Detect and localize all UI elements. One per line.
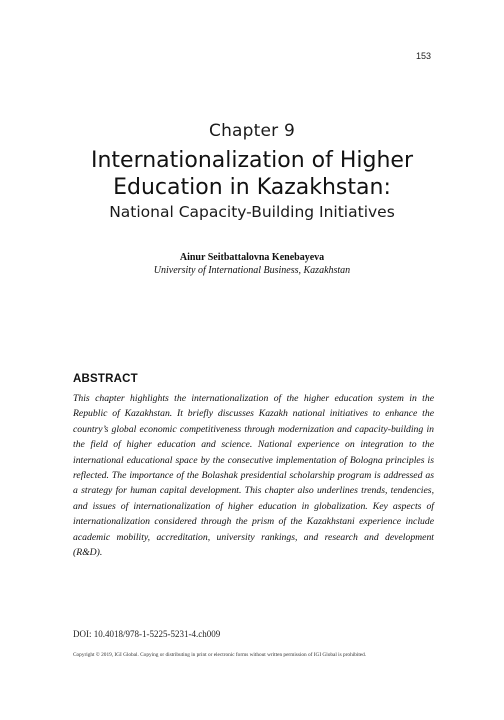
page-number: 153 [415,51,431,61]
author-block [0,251,504,277]
author-affiliation: University of International Business, Kazakhstan [153,265,351,276]
chapter-subtitle: National Capacity-Building Initiatives [109,203,395,221]
chapter-title: Internationalization of Higher Education in Kazakhstan: [90,148,414,200]
author-name: Ainur Seitbattalovna Kenebayeva [179,252,325,263]
chapter-heading [0,120,504,222]
copyright-notice: Copyright © 2019, IGI Global. Copying or distributing in print or electronic forms without written permission of IGI Global is prohibited. [73,652,367,658]
abstract-body: This chapter highlights the internationalization of the higher education system in the Republic of Kazakhstan. It briefly discusses Kazakh national initiatives to enhance the country’s global economic competitiveness through modernization and capacity-building in the field of higher education and science. National experience on integration to the international educational space by the consecutive implementation of Bologna principles is reflected. The importance of the Bolashak presidential scholarship program is addressed as a strategy for human capital development. This chapter also underlines trends, tendencies, and issues of internationalization of higher education in globalization. Key aspects of internationalization considered through the prism of the Kazakhstani experience include academic mobility, accreditation, university rankings, and research and development (R&D). [73,393,434,559]
doi: DOI: 10.4018/978-1-5225-5231-4.ch009 [73,629,221,639]
abstract-heading: ABSTRACT [73,373,138,385]
chapter-label: Chapter 9 [209,121,295,141]
abstract-section [73,373,434,560]
